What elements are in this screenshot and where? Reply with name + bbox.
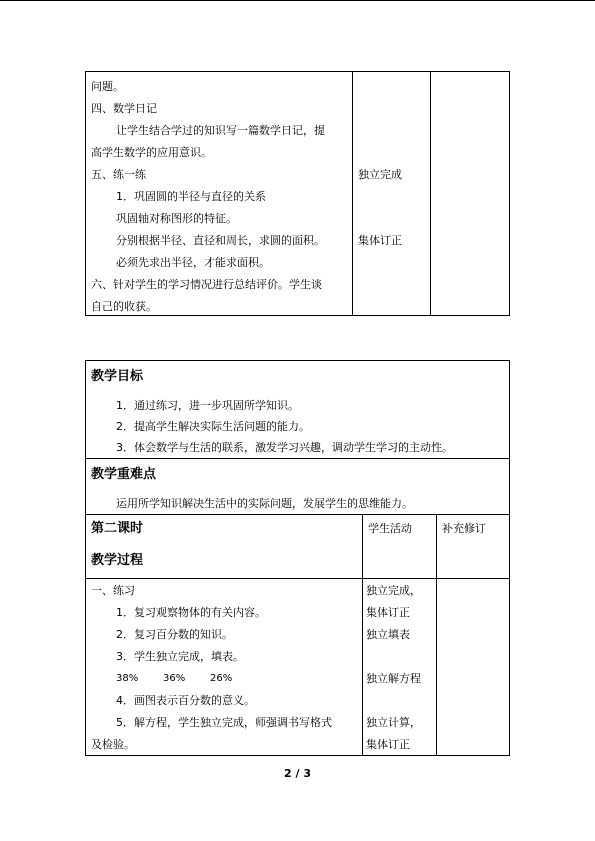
process-line: 4．画图表示百分数的意义。 [116, 694, 255, 707]
goal-item: 2．提高学生解决实际生活问题的能力。 [116, 420, 310, 433]
goals-heading: 教学目标 [91, 369, 144, 384]
table2-activity: 独立解方程 [366, 672, 421, 685]
goal-item: 1．通过练习，进一步巩固所学知识。 [116, 399, 299, 412]
table1-line: 巩固轴对称图形的特征。 [116, 212, 237, 225]
table2-activity: 集体订正 [366, 606, 410, 619]
table1-line: 五、练一练 [91, 168, 146, 181]
process-line: 一、练习 [91, 584, 135, 597]
table2-activity: 独立计算， [366, 716, 421, 729]
table1-divider-activity [352, 71, 353, 316]
table1-activity: 独立完成 [358, 168, 402, 181]
page-number: 2 / 3 [284, 767, 311, 780]
table2-divider-activity [362, 514, 363, 756]
table1-line: 六、针对学生的学习情况进行总结评价。学生谈 [91, 278, 322, 291]
top-rule [0, 0, 595, 1]
table2-activity: 独立完成， [366, 584, 421, 597]
table1-line: 自己的收获。 [91, 300, 157, 313]
goal-item: 3．体会数学与生活的联系，激发学习兴趣，调动学生学习的主动性。 [116, 441, 453, 454]
table2-activity: 独立填表 [366, 628, 410, 641]
lesson-title: 第二课时 [91, 521, 144, 536]
percent-value: 26% [210, 673, 233, 684]
process-line: 3．学生独立完成，填表。 [116, 650, 244, 663]
table2-divider-revision [436, 514, 437, 756]
percent-value: 38% [116, 673, 139, 684]
process-line: 2．复习百分数的知识。 [116, 628, 233, 641]
table1-divider-revision [430, 71, 431, 316]
table2-rule-goals [85, 458, 510, 459]
table1-line: 分别根据半径、直径和周长，求圆的面积。 [116, 234, 325, 247]
column-header-activity: 学生活动 [368, 522, 412, 535]
table1-line: 让学生结合学过的知识写一篇数学日记，提 [116, 124, 325, 137]
process-line: 5．解方程，学生独立完成，师强调书写格式 [116, 716, 332, 729]
process-title: 教学过程 [91, 553, 144, 568]
column-header-revision: 补充修订 [442, 522, 486, 535]
table1-line: 四、数学日记 [91, 102, 157, 115]
key-text: 运用所学知识解决生活中的实际问题，发展学生的思维能力。 [116, 497, 413, 510]
process-line: 1．复习观察物体的有关内容。 [116, 606, 266, 619]
table1-line: 1．巩固圆的半径与直径的关系 [116, 190, 266, 203]
key-heading: 教学重难点 [91, 467, 157, 482]
table2-rule-process [85, 578, 510, 579]
table2-rule-key [85, 514, 510, 515]
percent-value: 36% [163, 673, 186, 684]
table1-activity: 集体订正 [358, 234, 402, 247]
process-line: 及检验。 [91, 738, 135, 751]
table1-line: 问题。 [91, 80, 124, 93]
table2-activity: 集体订正 [366, 738, 410, 751]
table1-line: 高学生数学的应用意识。 [91, 146, 212, 159]
table1-line: 必须先求出半径，才能求面积。 [116, 256, 270, 269]
